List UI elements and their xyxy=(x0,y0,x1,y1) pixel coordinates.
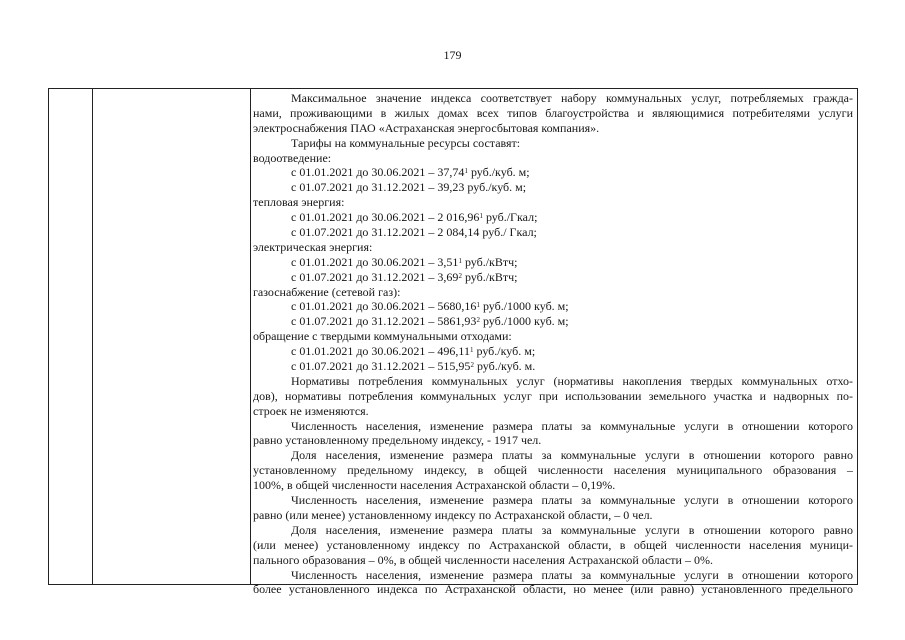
text-line-main: электроснабжения ПАО «Астраханская энергосбытовая компания». xyxy=(253,120,600,135)
text-line xyxy=(253,553,853,568)
text-line-main: электрическая энергия: xyxy=(253,239,373,254)
text-line-main: 100%, в общей численности населения Астраханской области – 0,19%. xyxy=(253,478,616,493)
text-line xyxy=(253,329,853,344)
text-line-main: с 01.01.2021 до 30.06.2021 – 2 016,96 xyxy=(291,210,480,225)
page-number: 179 xyxy=(443,48,462,62)
table-column-divider xyxy=(92,89,93,584)
text-line xyxy=(253,493,853,508)
text-line xyxy=(253,433,853,448)
text-line-main: обращение с твердыми коммунальными отходами: xyxy=(253,329,512,344)
table-text-cell xyxy=(253,91,853,597)
text-line-main: с 01.07.2021 до 31.12.2021 – 39,23 руб./куб. м; xyxy=(291,180,527,195)
text-line-main: газоснабжение (сетевой газ): xyxy=(253,284,401,299)
text-line-main: Численность населения, изменение размера платы за коммунальные услуги в отношении которого xyxy=(291,418,853,433)
text-line-unit: руб./куб. м; xyxy=(473,344,536,359)
text-line-unit: руб./1000 куб. м; xyxy=(479,299,569,314)
text-line-unit: руб./куб. м. xyxy=(473,359,536,374)
text-line-main: Нормативы потребления коммунальных услуг (нормативы накопления твердых коммунальных отхо- xyxy=(291,373,853,388)
text-line xyxy=(253,448,853,463)
text-line-unit: руб./куб. м; xyxy=(467,165,530,180)
table-column-divider xyxy=(250,89,251,584)
text-line xyxy=(253,344,853,359)
text-line xyxy=(253,299,853,314)
text-line-main: с 01.01.2021 до 30.06.2021 – 5680,16 xyxy=(291,299,477,314)
text-line-main: с 01.07.2021 до 31.12.2021 – 515,95 xyxy=(291,359,471,374)
text-line-main: водоотведение: xyxy=(253,150,332,165)
text-line-main: Доля населения, изменение размера платы за коммунальные услуги в отношении которого равно xyxy=(291,448,853,463)
text-line-main: равно установленному предельному индексу, - 1917 чел. xyxy=(253,433,542,448)
text-line-main: пального образования – 0%, в общей численности населения Астраханской области – 0%. xyxy=(253,552,713,567)
text-line xyxy=(253,270,853,285)
text-line xyxy=(253,121,853,136)
text-line xyxy=(253,582,853,597)
footnote-marker: 1 xyxy=(479,212,483,221)
text-line-main: строек не изменяются. xyxy=(253,403,369,418)
text-line xyxy=(253,240,853,255)
text-line xyxy=(253,285,853,300)
text-line-unit: руб./кВтч; xyxy=(461,254,518,269)
text-line-unit: руб./кВтч; xyxy=(461,269,518,284)
text-line-main: Доля населения, изменение размера платы за коммунальные услуги в отношении которого равно xyxy=(291,522,853,537)
text-line xyxy=(253,478,853,493)
text-line-main: с 01.01.2021 до 30.06.2021 – 3,51 xyxy=(291,254,459,269)
text-line-main: с 01.07.2021 до 31.12.2021 – 5861,93 xyxy=(291,314,477,329)
text-line-main: с 01.01.2021 до 30.06.2021 – 496,11 xyxy=(291,344,470,359)
footnote-marker: 1 xyxy=(464,167,468,176)
text-line xyxy=(253,255,853,270)
text-line-main: с 01.07.2021 до 31.12.2021 – 3,69 xyxy=(291,269,459,284)
text-line-main: с 01.01.2021 до 30.06.2021 – 37,74 xyxy=(291,165,465,180)
text-line xyxy=(253,210,853,225)
footnote-marker: 1 xyxy=(458,256,462,265)
text-line xyxy=(253,165,853,180)
footnote-marker: 2 xyxy=(470,361,474,370)
text-line-main: Тарифы на коммунальные ресурсы составят: xyxy=(291,135,521,150)
footnote-marker: 1 xyxy=(470,346,474,355)
footnote-marker: 2 xyxy=(458,271,462,280)
footnote-marker: 1 xyxy=(476,301,480,310)
text-line xyxy=(253,389,853,404)
text-line-main: Численность населения, изменение размера платы за коммунальные услуги в отношении которого xyxy=(291,567,853,582)
text-line xyxy=(253,374,853,389)
text-line-main: с 01.07.2021 до 31.12.2021 – 2 084,14 руб./ Гкал; xyxy=(291,225,537,240)
text-line xyxy=(253,404,853,419)
text-line xyxy=(253,225,853,240)
text-line xyxy=(253,463,853,478)
document-table xyxy=(48,88,858,597)
text-line-main: установленному предельному индексу, в общей численности населения муниципального образования – xyxy=(253,463,853,478)
text-line-main: (или менее) установленному индексу по Астраханской области, в общей численности населения муници- xyxy=(253,537,853,552)
text-line xyxy=(253,106,853,121)
text-line xyxy=(253,359,853,374)
text-line xyxy=(253,151,853,166)
text-line xyxy=(253,419,853,434)
text-line-main: Максимальное значение индекса соответствует набору коммунальных услуг, потребляемых гражда- xyxy=(291,91,853,105)
text-line-main: равно (или менее) установленному индексу по Астраханской области, – 0 чел. xyxy=(253,507,653,522)
text-line xyxy=(253,568,853,583)
text-line xyxy=(253,538,853,553)
text-line-main: более установленного индекса по Астраханской области, но менее (или равно) установленного предельного xyxy=(253,582,853,597)
text-line xyxy=(253,180,853,195)
text-line-main: тепловая энергия: xyxy=(253,195,345,210)
text-line xyxy=(253,136,853,151)
text-line xyxy=(253,195,853,210)
text-line-main: дов), нормативы потребления коммунальных услуг при использовании земельного участка и надворных по- xyxy=(253,388,853,403)
text-line-main: нами, проживающими в жилых домах всех типов благоустройства и являющимися потребителями услуги xyxy=(253,105,853,120)
text-line-unit: руб./1000 куб. м; xyxy=(479,314,569,329)
text-line xyxy=(253,314,853,329)
footnote-marker: 2 xyxy=(476,316,480,325)
text-line xyxy=(253,91,853,106)
text-line-unit: руб./Гкал; xyxy=(482,210,538,225)
text-line xyxy=(253,508,853,523)
text-line-main: Численность населения, изменение размера платы за коммунальные услуги в отношении которого xyxy=(291,493,853,508)
text-line xyxy=(253,523,853,538)
